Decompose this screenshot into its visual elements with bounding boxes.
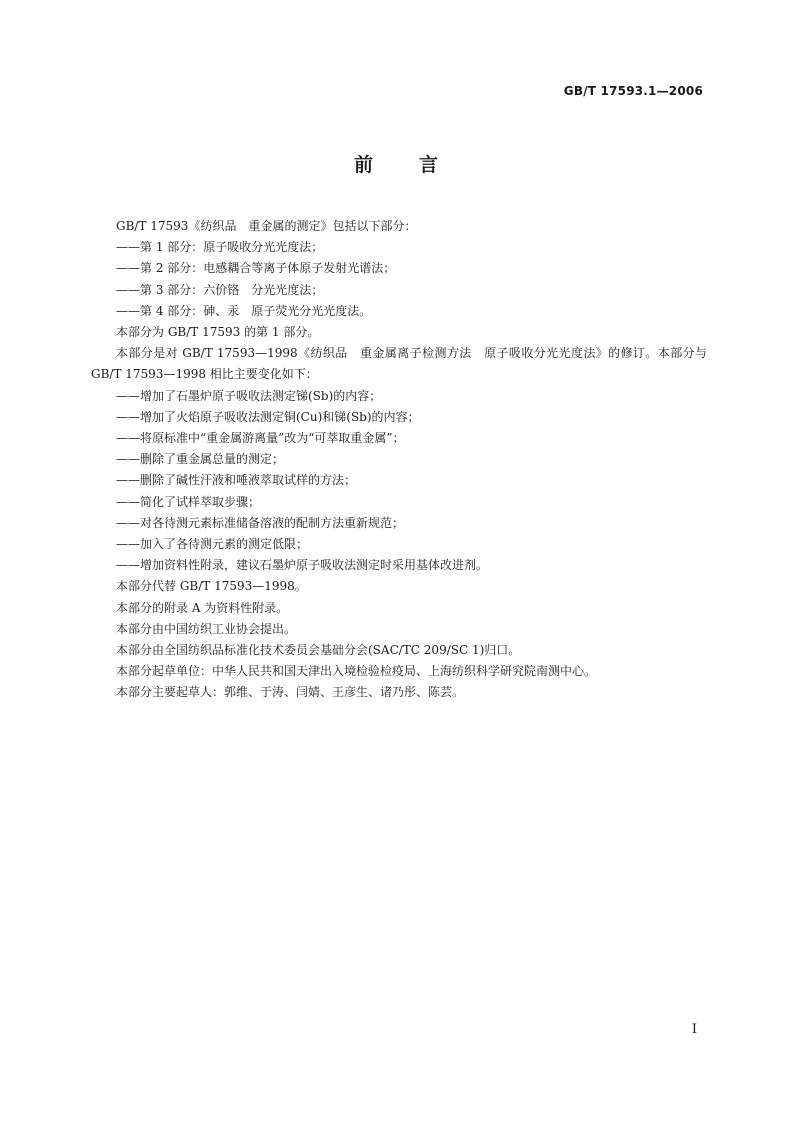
paragraph-annex: 本部分的附录 A 为资料性附录。 <box>116 600 289 615</box>
list-item-change-6: ——简化了试样萃取步骤； <box>116 494 261 509</box>
page-title <box>0 150 794 177</box>
paragraph-committee: 本部分由全国纺织品标准化技术委员会基础分会(SAC/TC 209/SC 1)归口。 <box>116 643 521 658</box>
list-item-change-7: ——对各待测元素标准储备溶液的配制方法重新规范； <box>116 515 405 530</box>
paragraph-part-statement: 本部分为 GB/T 17593 的第 1 部分。 <box>116 325 320 340</box>
standard-code: GB/T 17593.1—2006 <box>563 84 703 98</box>
paragraph-drafters: 本部分主要起草人：郭维、于涛、闫婧、王彦生、诸乃彤、陈芸。 <box>116 685 465 700</box>
list-item-change-5: ——删除了碱性汗液和唾液萃取试样的方法； <box>116 473 357 488</box>
paragraph-parts-intro: GB/T 17593《纺织品 重金属的测定》包括以下部分： <box>116 219 417 233</box>
list-item-part-3: ——第 3 部分：六价铬 分光光度法； <box>116 282 324 297</box>
list-item-change-3: ——将原标准中“重金属游离量”改为“可萃取重金属”； <box>116 431 405 446</box>
paragraph-revision: 本部分是对 GB/T 17593—1998《纺织品 重金属离子检测方法 原子吸收分光光度法》的修订。本部分与 GB/T 17593—1998 相比主要变化如下： <box>91 346 707 382</box>
list-item-part-1: ——第 1 部分：原子吸收分光光度法； <box>116 240 324 255</box>
list-item-part-4: ——第 4 部分：砷、汞 原子荧光分光光度法。 <box>116 303 372 318</box>
list-item-change-9: ——增加资料性附录，建议石墨炉原子吸收法测定时采用基体改进剂。 <box>116 558 489 573</box>
page-number: I <box>691 1022 697 1037</box>
list-item-change-1: ——增加了石墨炉原子吸收法测定锑(Sb)的内容； <box>116 388 382 403</box>
paragraph-replaces: 本部分代替 GB/T 17593—1998。 <box>116 579 307 594</box>
foreword-body <box>91 216 707 704</box>
list-item-part-2: ——第 2 部分：电感耦合等离子体原子发射光谱法； <box>116 261 396 276</box>
list-item-change-8: ——加入了各待测元素的测定低限； <box>116 537 309 552</box>
list-item-change-4: ——删除了重金属总量的测定； <box>116 452 285 467</box>
title-char-1: 前 <box>353 154 375 176</box>
paragraph-proposer: 本部分由中国纺织工业协会提出。 <box>116 621 297 636</box>
list-item-change-2: ——增加了火焰原子吸收法测定铜(Cu)和锑(Sb)的内容； <box>116 409 420 424</box>
title-char-2: 言 <box>419 154 441 176</box>
paragraph-drafting-units: 本部分起草单位：中华人民共和国天津出入境检验检疫局、上海纺织科学研究院南测中心。 <box>116 664 597 679</box>
